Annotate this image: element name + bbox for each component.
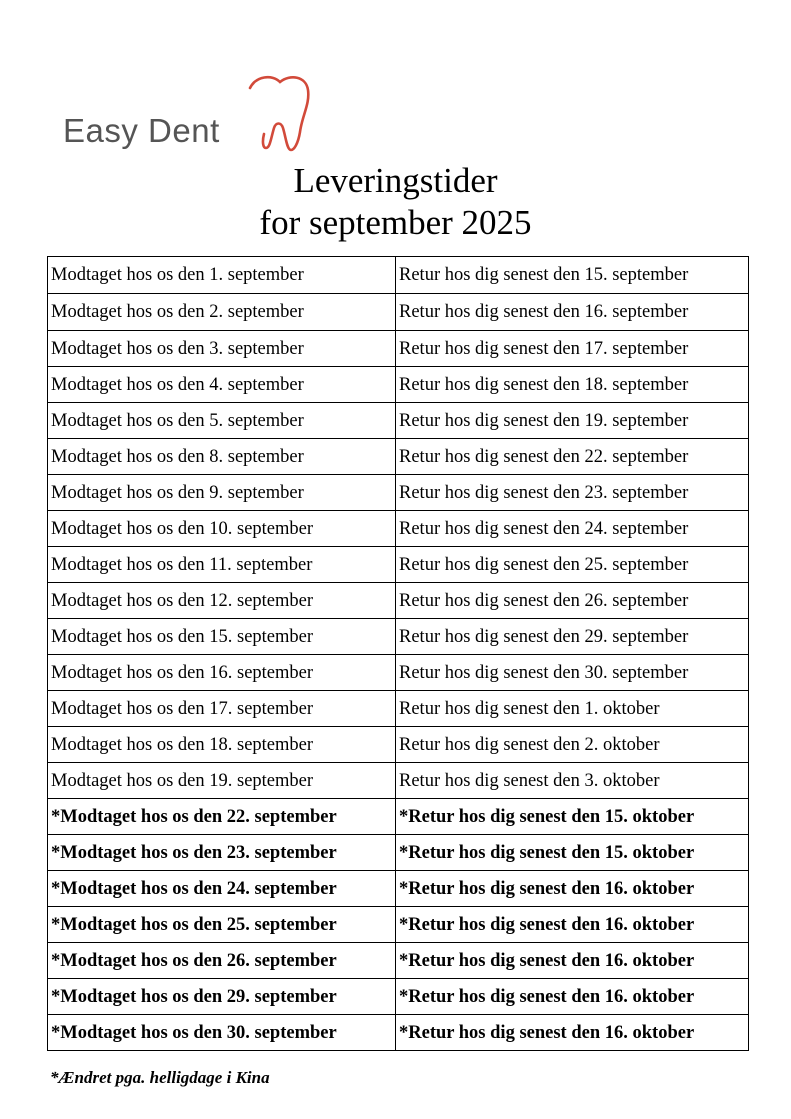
table-row [48, 727, 749, 763]
received-date-cell: Modtaget hos os den 16. september [48, 655, 396, 691]
received-date-cell: *Modtaget hos os den 26. september [48, 943, 396, 979]
return-date-cell: Retur hos dig senest den 25. september [396, 547, 749, 583]
table-row [48, 943, 749, 979]
tooth-icon [246, 72, 312, 152]
return-date-cell: Retur hos dig senest den 24. september [396, 511, 749, 547]
return-date-cell: *Retur hos dig senest den 15. oktober [396, 799, 749, 835]
received-date-cell: Modtaget hos os den 8. september [48, 439, 396, 475]
table-row [48, 257, 749, 294]
return-date-cell: Retur hos dig senest den 3. oktober [396, 763, 749, 799]
table-row [48, 475, 749, 511]
return-date-cell: Retur hos dig senest den 19. september [396, 403, 749, 439]
received-date-cell: Modtaget hos os den 5. september [48, 403, 396, 439]
received-date-cell: Modtaget hos os den 19. september [48, 763, 396, 799]
return-date-cell: *Retur hos dig senest den 15. oktober [396, 835, 749, 871]
table-row [48, 547, 749, 583]
return-date-cell: *Retur hos dig senest den 16. oktober [396, 871, 749, 907]
table-row [48, 691, 749, 727]
received-date-cell: Modtaget hos os den 3. september [48, 331, 396, 367]
table-row [48, 403, 749, 439]
title-line-2: for september 2025 [259, 203, 532, 242]
received-date-cell: Modtaget hos os den 4. september [48, 367, 396, 403]
return-date-cell: *Retur hos dig senest den 16. oktober [396, 1015, 749, 1051]
received-date-cell: *Modtaget hos os den 23. september [48, 835, 396, 871]
received-date-cell: Modtaget hos os den 2. september [48, 294, 396, 331]
table-row [48, 619, 749, 655]
footnote: *Ændret pga. helligdage i Kina [50, 1068, 270, 1087]
return-date-cell: Retur hos dig senest den 26. september [396, 583, 749, 619]
table-row [48, 799, 749, 835]
return-date-cell: Retur hos dig senest den 2. oktober [396, 727, 749, 763]
return-date-cell: Retur hos dig senest den 22. september [396, 439, 749, 475]
return-date-cell: Retur hos dig senest den 29. september [396, 619, 749, 655]
table-row [48, 583, 749, 619]
received-date-cell: Modtaget hos os den 9. september [48, 475, 396, 511]
received-date-cell: Modtaget hos os den 17. september [48, 691, 396, 727]
received-date-cell: Modtaget hos os den 18. september [48, 727, 396, 763]
table-row [48, 511, 749, 547]
logo-text: Easy Dent [63, 112, 220, 149]
received-date-cell: Modtaget hos os den 11. september [48, 547, 396, 583]
table-row [48, 294, 749, 331]
return-date-cell: Retur hos dig senest den 15. september [396, 257, 749, 294]
table-row [48, 367, 749, 403]
received-date-cell: Modtaget hos os den 1. september [48, 257, 396, 294]
table-row [48, 979, 749, 1015]
return-date-cell: Retur hos dig senest den 17. september [396, 331, 749, 367]
table-row [48, 331, 749, 367]
received-date-cell: Modtaget hos os den 15. september [48, 619, 396, 655]
delivery-schedule-table [47, 256, 749, 1051]
return-date-cell: Retur hos dig senest den 30. september [396, 655, 749, 691]
return-date-cell: Retur hos dig senest den 1. oktober [396, 691, 749, 727]
page-title [0, 160, 791, 244]
received-date-cell: Modtaget hos os den 10. september [48, 511, 396, 547]
title-line-1: Leveringstider [293, 161, 498, 200]
return-date-cell: Retur hos dig senest den 16. september [396, 294, 749, 331]
received-date-cell: *Modtaget hos os den 22. september [48, 799, 396, 835]
table-row [48, 907, 749, 943]
received-date-cell: *Modtaget hos os den 30. september [48, 1015, 396, 1051]
return-date-cell: *Retur hos dig senest den 16. oktober [396, 907, 749, 943]
table-row [48, 1015, 749, 1051]
received-date-cell: *Modtaget hos os den 24. september [48, 871, 396, 907]
return-date-cell: Retur hos dig senest den 23. september [396, 475, 749, 511]
return-date-cell: *Retur hos dig senest den 16. oktober [396, 943, 749, 979]
easy-dent-logo [60, 72, 320, 154]
return-date-cell: *Retur hos dig senest den 16. oktober [396, 979, 749, 1015]
received-date-cell: Modtaget hos os den 12. september [48, 583, 396, 619]
schedule-body [48, 257, 749, 1051]
table-row [48, 439, 749, 475]
table-row [48, 871, 749, 907]
received-date-cell: *Modtaget hos os den 25. september [48, 907, 396, 943]
table-row [48, 835, 749, 871]
table-row [48, 655, 749, 691]
received-date-cell: *Modtaget hos os den 29. september [48, 979, 396, 1015]
return-date-cell: Retur hos dig senest den 18. september [396, 367, 749, 403]
table-row [48, 763, 749, 799]
